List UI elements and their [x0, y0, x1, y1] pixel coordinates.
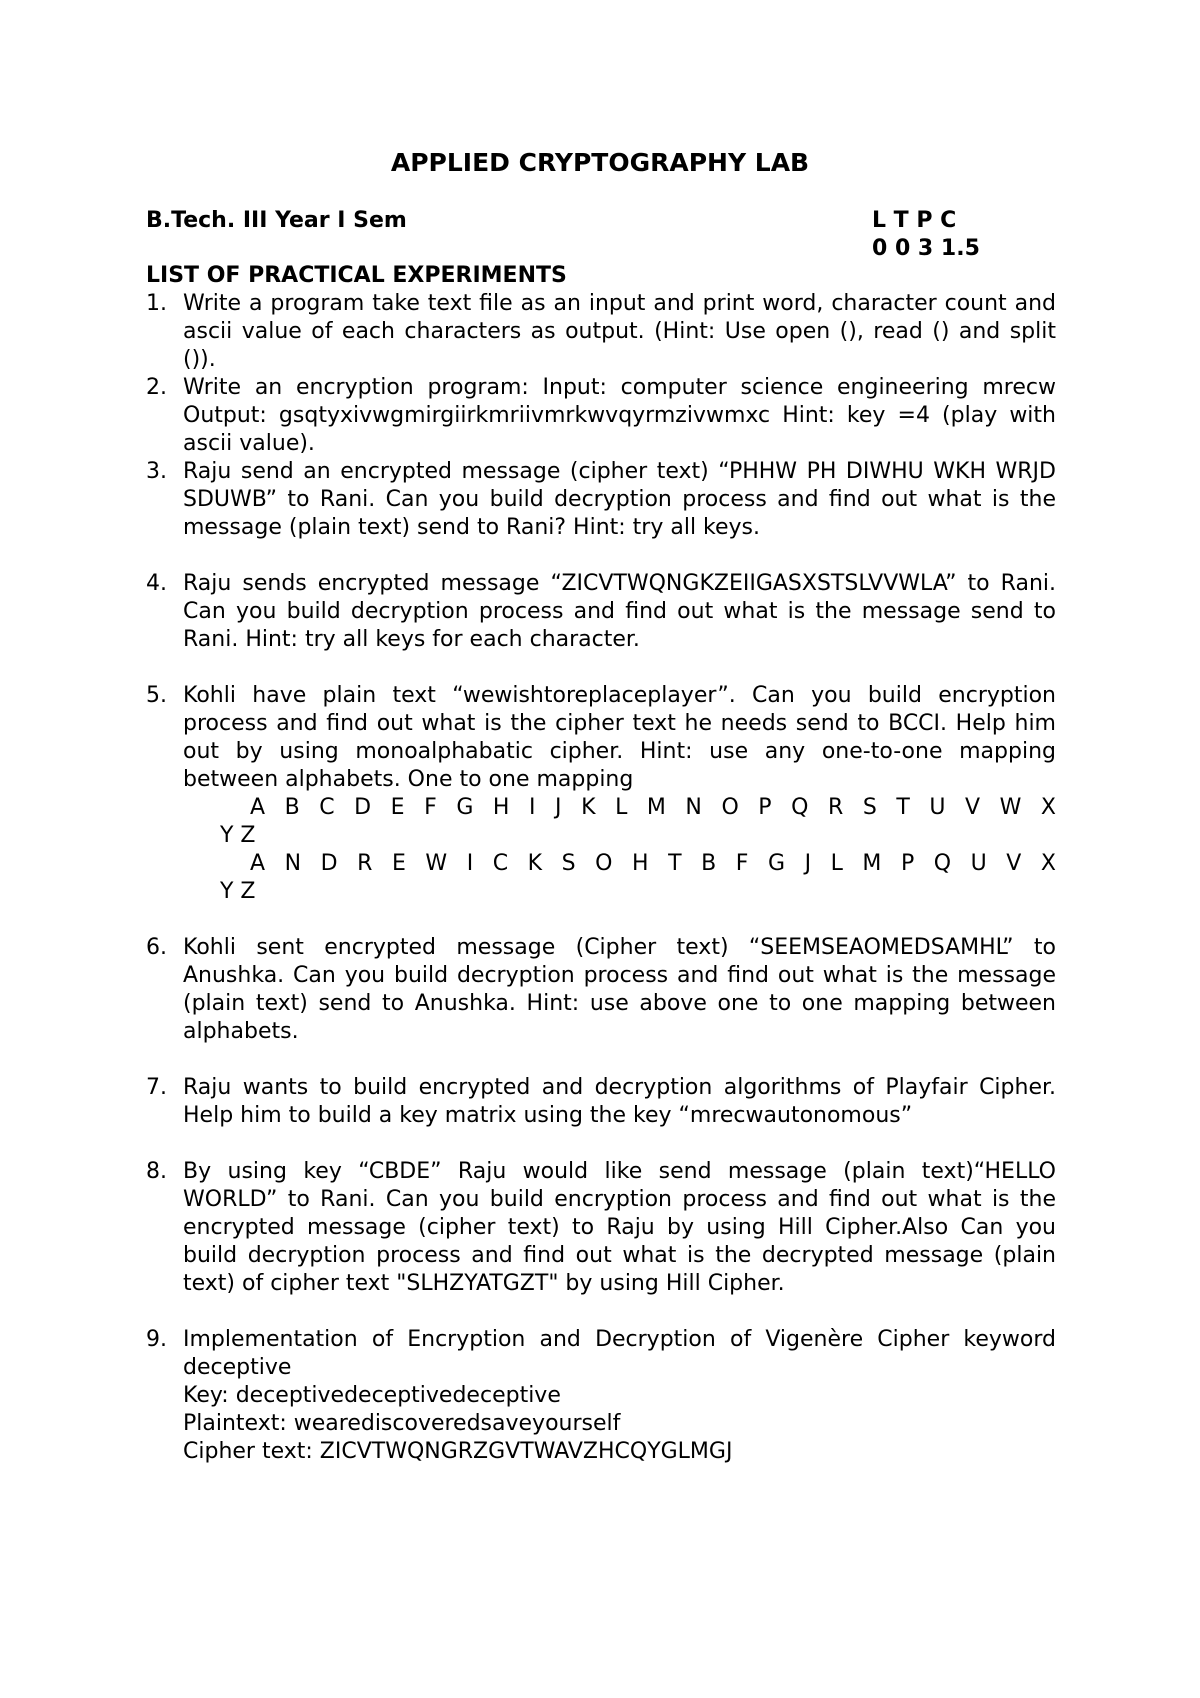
mapping-row-cipher: A N D R E W I C K S O H T B F G J L M P Q U V X [250, 851, 1056, 876]
mapping-row-cipher-tail: Y Z [220, 879, 256, 904]
item-text: Kohli have plain text “wewishtoreplaceplayer”. Can you build encryption process and find out what is the cipher text he needs send to BCCI. Help him out by using monoalphabatic cipher. Hint: use any one-to-one mapping between alphabets. One to one mapping [183, 683, 1056, 792]
item-text: Write a program take text file as an input and print word, character count and ascii value of each characters as output. (Hint: Use open (), read () and split ()). [183, 291, 1056, 372]
ltpc-block [872, 207, 980, 263]
item-text: Raju sends encrypted message “ZICVTWQNGKZEIIGASXSTSLVVWLA” to Rani. Can you build decryption process and find out what is the message send to Rani. Hint: try all keys for each character. [183, 571, 1056, 652]
list-item [146, 290, 1056, 374]
item-number: 1. [146, 291, 167, 316]
ltpc-header: L T P C [872, 208, 957, 233]
item-number: 5. [146, 683, 167, 708]
item-text: Kohli sent encrypted message (Cipher text) “SEEMSEAOMEDSAMHL” to Anushka. Can you build decryption process and find out what is the message (plain text) send to Anushka. Hint: use above one to one mapping between alphabets. [183, 935, 1056, 1044]
item-number: 4. [146, 571, 167, 596]
vigenere-key: Key: deceptivedeceptivedeceptive [183, 1383, 561, 1408]
mapping-row-plain-tail: Y Z [220, 823, 256, 848]
item-text: Raju send an encrypted message (cipher text) “PHHW PH DIWHU WKH WRJD SDUWB” to Rani. Can you build decryption process and find out what is the message (plain text) send to Rani? Hint: try all keys. [183, 459, 1056, 540]
item-text: Write an encryption program: Input: computer science engineering mrecw Output: gsqtyxivwgmirgiirkmriivmrkwvqyrmzivwmxc Hint: key =4 (play with ascii value). [183, 375, 1056, 456]
item-text: Raju wants to build encrypted and decryption algorithms of Playfair Cipher. Help him to build a key matrix using the key “mrecwautonomous” [183, 1075, 1056, 1128]
list-heading: LIST OF PRACTICAL EXPERIMENTS [146, 263, 567, 288]
item-number: 9. [146, 1327, 167, 1352]
vigenere-plaintext: Plaintext: wearediscoveredsaveyourself [183, 1411, 621, 1436]
list-item [146, 682, 1056, 906]
item-text: By using key “CBDE” Raju would like send message (plain text)“HELLO WORLD” to Rani. Can you build encryption process and find out what is the encrypted message (cipher text) to Raju by using Hill Cipher.Also Can you build decryption process and find out what is the decrypted message (plain text) of cipher text "SLHZYATGZT" by using Hill Cipher. [183, 1159, 1056, 1296]
mapping-table [146, 794, 1056, 906]
item-number: 6. [146, 935, 167, 960]
list-item [146, 1158, 1056, 1298]
item-number: 8. [146, 1159, 167, 1184]
mapping-row-plain: A B C D E F G H I J K L M N O P Q R S T U V W X [250, 795, 1056, 820]
item-number: 7. [146, 1075, 167, 1100]
experiment-list [146, 290, 1056, 1494]
item-text: Implementation of Encryption and Decryption of Vigenère Cipher keyword deceptive [183, 1327, 1056, 1380]
list-item [146, 934, 1056, 1046]
list-item [146, 1074, 1056, 1130]
item-number: 3. [146, 459, 167, 484]
ltpc-values: 0 0 3 1.5 [872, 236, 980, 261]
list-item [146, 1326, 1056, 1466]
item-number: 2. [146, 375, 167, 400]
list-item [146, 570, 1056, 654]
list-item [146, 458, 1056, 542]
list-item [146, 374, 1056, 458]
course-label: B.Tech. III Year I Sem [146, 208, 407, 233]
vigenere-ciphertext: Cipher text: ZICVTWQNGRZGVTWAVZHCQYGLMGJ [183, 1439, 733, 1464]
page-title: APPLIED CRYPTOGRAPHY LAB [390, 148, 810, 177]
